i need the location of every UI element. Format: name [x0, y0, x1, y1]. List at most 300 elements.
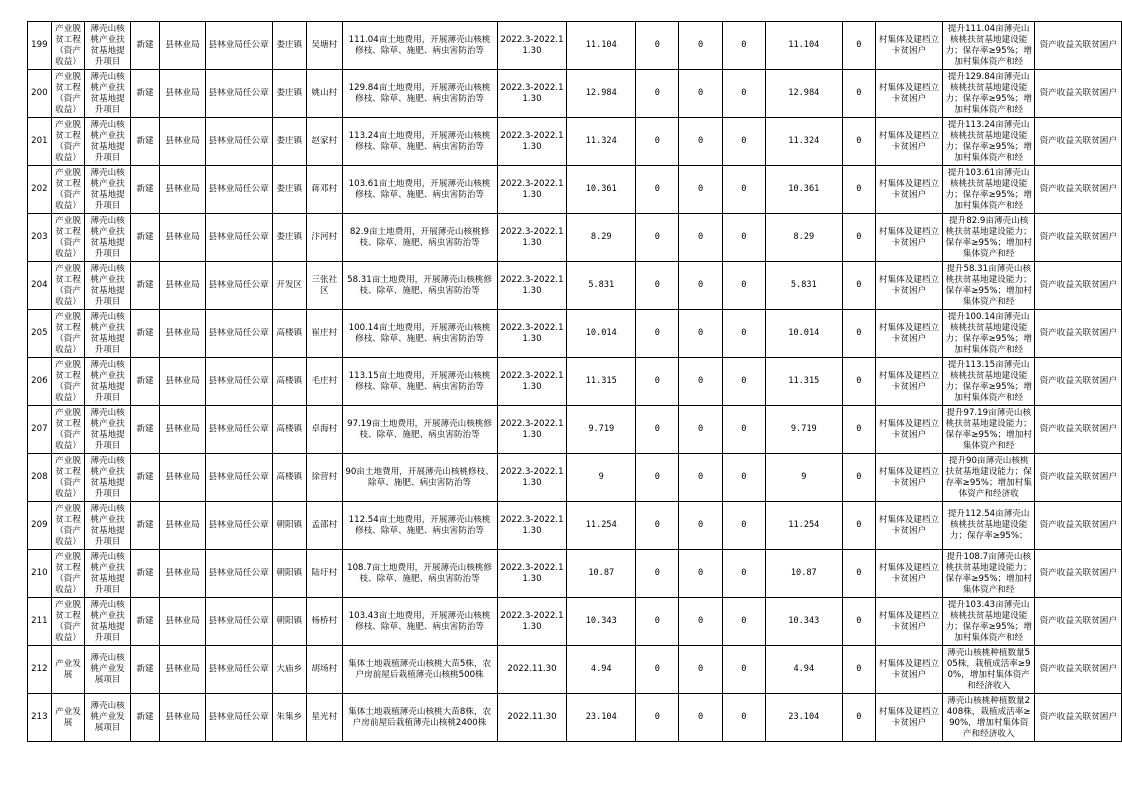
benefit-mode-text: 资产收益关联贫困户: [1039, 568, 1117, 578]
town-cell: [272, 694, 307, 742]
fund-column-4-cell: [765, 214, 842, 262]
project-name-cell: [85, 166, 130, 214]
fund-column-4-cell: [765, 454, 842, 502]
period-text: 2022.3-2022.11.30: [500, 562, 564, 584]
beneficiary-cell: [876, 646, 943, 694]
construction-content-cell: [342, 118, 497, 166]
fund-column-4-cell: [765, 358, 842, 406]
row-number-cell: [28, 166, 52, 214]
total-funds-cell: [567, 118, 636, 166]
construction-type-text: 新建: [136, 328, 154, 338]
village-cell: [307, 694, 343, 742]
performance-target-text: 提升100.14亩薄壳山核桃扶贫基地建设能力；保存率≥95%；增加村集体资产和经: [945, 311, 1032, 355]
project-name-cell: [85, 550, 130, 598]
fund-column-2-cell: [679, 598, 722, 646]
village-text: 吴塘村: [311, 40, 338, 50]
town-cell: [272, 646, 307, 694]
beneficiary-text: 村集体及建档立卡贫困户: [878, 82, 940, 104]
construction-content-text: 103.61亩土地费用，开展薄壳山核桃修枝、除草、施肥、病虫害防治等: [348, 178, 491, 200]
benefit-mode-cell: [1035, 598, 1122, 646]
fund-column-4-text: 11.104: [788, 40, 820, 50]
department-cell: [160, 214, 205, 262]
construction-type-text: 新建: [136, 520, 154, 530]
fund-column-1-cell: [636, 262, 679, 310]
fund-column-3-text: 0: [741, 616, 747, 626]
fund-column-2-cell: [679, 262, 722, 310]
row-number-cell: [28, 550, 52, 598]
row-number-text: 213: [31, 712, 48, 722]
total-funds-text: 9: [598, 472, 604, 482]
performance-target-text: 提升90亩薄壳山核桃扶贫基地建设能力；保存率≥95%；增加村集体资产和经济收: [945, 455, 1032, 499]
construction-type-text: 新建: [136, 136, 154, 146]
construction-type-cell: [130, 502, 160, 550]
fund-column-3-cell: [722, 118, 765, 166]
department-cell: [160, 646, 205, 694]
project-name-text: 薄壳山核桃产业扶贫基地提升项目: [90, 215, 125, 259]
total-funds-cell: [567, 262, 636, 310]
department-text: 县林业局: [165, 520, 200, 530]
category-text: 产业脱贫工程（资产收益）: [55, 551, 81, 595]
row-number-cell: [28, 310, 52, 358]
benefit-mode-cell: [1035, 502, 1122, 550]
table-row: [28, 166, 1122, 214]
table-row: [28, 694, 1122, 742]
row-number-text: 209: [31, 520, 48, 530]
period-cell: [497, 454, 567, 502]
benefit-mode-text: 资产收益关联贫困户: [1039, 88, 1117, 98]
construction-content-text: 113.24亩土地费用，开展薄壳山核桃修枝、除草、施肥、病虫害防治等: [348, 130, 491, 152]
construction-type-cell: [130, 694, 160, 742]
town-cell: [272, 118, 307, 166]
category-text: 产业脱贫工程（资产收益）: [55, 263, 81, 307]
fund-column-4-cell: [765, 118, 842, 166]
row-number-cell: [28, 454, 52, 502]
fund-column-2-text: 0: [697, 472, 704, 482]
department-cell: [160, 118, 205, 166]
fund-column-5-text: 0: [856, 520, 862, 530]
fund-column-2-cell: [679, 22, 722, 70]
project-name-cell: [85, 406, 130, 454]
fund-column-5-cell: [842, 646, 875, 694]
department-text: 县林业局: [165, 376, 200, 386]
row-number-cell: [28, 358, 52, 406]
fund-column-2-cell: [679, 694, 722, 742]
fund-column-3-cell: [722, 646, 765, 694]
beneficiary-cell: [876, 118, 943, 166]
fund-column-5-text: 0: [856, 568, 862, 578]
fund-column-2-text: 0: [697, 712, 704, 722]
performance-target-cell: [942, 646, 1035, 694]
responsible-person-text: 县林业局任公章: [208, 472, 269, 482]
performance-target-cell: [942, 22, 1035, 70]
fund-column-2-text: 0: [697, 568, 704, 578]
construction-type-cell: [130, 70, 160, 118]
table-row: [28, 454, 1122, 502]
total-funds-cell: [567, 22, 636, 70]
fund-column-1-cell: [636, 598, 679, 646]
period-cell: [497, 214, 567, 262]
fund-column-5-cell: [842, 310, 875, 358]
table-row: [28, 406, 1122, 454]
benefit-mode-text: 资产收益关联贫困户: [1039, 328, 1117, 338]
category-text: 产业脱贫工程（资产收益）: [55, 119, 81, 163]
beneficiary-cell: [876, 310, 943, 358]
village-cell: [307, 118, 343, 166]
fund-column-5-cell: [842, 454, 875, 502]
town-text: 高楼镇: [276, 376, 303, 386]
project-name-cell: [85, 262, 130, 310]
category-text: 产业脱贫工程（资产收益）: [55, 311, 81, 355]
town-cell: [272, 166, 307, 214]
fund-column-3-cell: [722, 358, 765, 406]
project-name-text: 薄壳山核桃产业发展项目: [90, 653, 125, 685]
construction-content-text: 97.19亩土地费用，开展薄壳山核桃修枝、除草、施肥、病虫害防治等: [347, 418, 493, 440]
village-cell: [307, 262, 343, 310]
department-cell: [160, 406, 205, 454]
town-cell: [272, 310, 307, 358]
fund-column-5-cell: [842, 70, 875, 118]
fund-column-3-cell: [722, 598, 765, 646]
category-cell: [51, 118, 85, 166]
construction-content-text: 113.15亩土地费用，开展薄壳山核桃修枝、除草、施肥、病虫害防治等: [348, 370, 491, 392]
fund-column-1-cell: [636, 22, 679, 70]
department-cell: [160, 598, 205, 646]
performance-target-cell: [942, 550, 1035, 598]
fund-column-2-text: 0: [697, 136, 704, 146]
department-cell: [160, 694, 205, 742]
project-name-text: 薄壳山核桃产业扶贫基地提升项目: [90, 359, 125, 403]
project-name-text: 薄壳山核桃产业扶贫基地提升项目: [90, 71, 125, 115]
period-text: 2022.3-2022.11.30: [500, 322, 564, 344]
benefit-mode-text: 资产收益关联贫困户: [1039, 136, 1117, 146]
total-funds-cell: [567, 502, 636, 550]
total-funds-cell: [567, 358, 636, 406]
category-cell: [51, 22, 85, 70]
project-name-text: 薄壳山核桃产业扶贫基地提升项目: [90, 119, 125, 163]
town-cell: [272, 358, 307, 406]
fund-column-1-text: 0: [654, 472, 660, 482]
department-text: 县林业局: [165, 280, 200, 290]
fund-column-3-cell: [722, 502, 765, 550]
category-cell: [51, 502, 85, 550]
total-funds-cell: [567, 214, 636, 262]
village-text: 胡场村: [311, 664, 338, 674]
benefit-mode-cell: [1035, 694, 1122, 742]
fund-column-4-cell: [765, 70, 842, 118]
fund-column-4-cell: [765, 694, 842, 742]
responsible-person-text: 县林业局任公章: [208, 712, 269, 722]
fund-column-1-text: 0: [654, 616, 660, 626]
performance-target-cell: [942, 502, 1035, 550]
table-row: [28, 262, 1122, 310]
fund-column-3-cell: [722, 214, 765, 262]
category-cell: [51, 598, 85, 646]
construction-content-text: 108.7亩土地费用，开展薄壳山核桃修枝、除草、施肥、病虫害防治等: [347, 562, 493, 584]
department-text: 县林业局: [165, 184, 200, 194]
table-row: [28, 502, 1122, 550]
benefit-mode-cell: [1035, 262, 1122, 310]
row-number-text: 205: [31, 328, 48, 338]
responsible-person-cell: [205, 310, 272, 358]
department-text: 县林业局: [165, 328, 200, 338]
town-text: 娄庄镇: [276, 136, 303, 146]
fund-column-1-text: 0: [654, 88, 660, 98]
construction-type-text: 新建: [136, 184, 154, 194]
department-cell: [160, 22, 205, 70]
village-cell: [307, 310, 343, 358]
fund-column-3-text: 0: [741, 136, 747, 146]
row-number-text: 206: [31, 376, 48, 386]
benefit-mode-cell: [1035, 454, 1122, 502]
fund-column-1-text: 0: [654, 424, 660, 434]
construction-content-cell: [342, 454, 497, 502]
period-text: 2022.3-2022.11.30: [500, 466, 564, 488]
total-funds-text: 10.87: [588, 568, 615, 578]
fund-column-3-text: 0: [741, 184, 747, 194]
department-text: 县林业局: [165, 616, 200, 626]
construction-content-cell: [342, 310, 497, 358]
construction-content-cell: [342, 358, 497, 406]
project-name-cell: [85, 310, 130, 358]
fund-column-1-cell: [636, 118, 679, 166]
fund-column-2-cell: [679, 214, 722, 262]
period-text: 2022.3-2022.11.30: [500, 226, 564, 248]
beneficiary-cell: [876, 22, 943, 70]
town-text: 高楼镇: [276, 424, 303, 434]
department-cell: [160, 502, 205, 550]
total-funds-text: 10.014: [585, 328, 617, 338]
fund-column-5-text: 0: [856, 424, 862, 434]
fund-column-2-text: 0: [697, 40, 704, 50]
construction-content-cell: [342, 694, 497, 742]
fund-column-5-text: 0: [856, 40, 862, 50]
total-funds-cell: [567, 694, 636, 742]
row-number-text: 208: [31, 472, 48, 482]
category-text: 产业脱贫工程（资产收益）: [55, 455, 81, 499]
period-cell: [497, 262, 567, 310]
performance-target-cell: [942, 310, 1035, 358]
construction-content-text: 112.54亩土地费用，开展薄壳山核桃修枝、除草、施肥、病虫害防治等: [348, 514, 491, 536]
row-number-text: 204: [31, 280, 48, 290]
benefit-mode-cell: [1035, 646, 1122, 694]
fund-column-1-text: 0: [654, 568, 660, 578]
village-cell: [307, 358, 343, 406]
total-funds-cell: [567, 646, 636, 694]
fund-column-2-text: 0: [697, 280, 704, 290]
period-text: 2022.3-2022.11.30: [500, 82, 564, 104]
beneficiary-text: 村集体及建档立卡贫困户: [878, 130, 940, 152]
project-name-cell: [85, 214, 130, 262]
village-text: 孟邵村: [311, 520, 338, 530]
fund-column-4-text: 12.984: [788, 88, 820, 98]
category-text: 产业脱贫工程（资产收益）: [55, 407, 81, 451]
total-funds-text: 4.94: [590, 664, 612, 674]
department-text: 县林业局: [165, 472, 200, 482]
performance-target-cell: [942, 262, 1035, 310]
period-cell: [497, 598, 567, 646]
category-cell: [51, 70, 85, 118]
period-text: 2022.3-2022.11.30: [500, 274, 564, 296]
period-cell: [497, 118, 567, 166]
responsible-person-cell: [205, 646, 272, 694]
period-cell: [497, 22, 567, 70]
town-cell: [272, 70, 307, 118]
fund-column-1-cell: [636, 406, 679, 454]
construction-content-text: 103.43亩土地费用，开展薄壳山核桃修枝、除草、施肥、病虫害防治等: [348, 610, 491, 632]
construction-type-text: 新建: [136, 424, 154, 434]
total-funds-cell: [567, 70, 636, 118]
town-text: 娄庄镇: [276, 88, 303, 98]
beneficiary-text: 村集体及建档立卡贫困户: [878, 226, 940, 248]
construction-content-cell: [342, 22, 497, 70]
fund-column-3-cell: [722, 166, 765, 214]
total-funds-cell: [567, 454, 636, 502]
construction-content-cell: [342, 646, 497, 694]
fund-column-4-cell: [765, 406, 842, 454]
fund-column-1-cell: [636, 694, 679, 742]
department-cell: [160, 262, 205, 310]
town-text: 娄庄镇: [276, 232, 303, 242]
fund-column-5-cell: [842, 214, 875, 262]
performance-target-text: 提升58.31亩薄壳山核桃扶贫基地建设能力；保存率≥95%；增加村集体资产和经: [945, 263, 1032, 307]
responsible-person-text: 县林业局任公章: [208, 616, 269, 626]
beneficiary-text: 村集体及建档立卡贫困户: [878, 610, 940, 632]
project-name-text: 薄壳山核桃产业扶贫基地提升项目: [90, 551, 125, 595]
construction-type-text: 新建: [136, 376, 154, 386]
responsible-person-cell: [205, 406, 272, 454]
total-funds-cell: [567, 310, 636, 358]
category-text: 产业脱贫工程（资产收益）: [55, 503, 81, 547]
construction-type-text: 新建: [136, 712, 154, 722]
town-cell: [272, 22, 307, 70]
table-row: [28, 550, 1122, 598]
project-name-text: 薄壳山核桃产业扶贫基地提升项目: [90, 23, 125, 67]
department-text: 县林业局: [165, 136, 200, 146]
fund-column-4-text: 10.343: [788, 616, 820, 626]
fund-column-1-text: 0: [654, 136, 660, 146]
fund-column-5-text: 0: [856, 232, 862, 242]
period-text: 2022.3-2022.11.30: [500, 370, 564, 392]
responsible-person-text: 县林业局任公章: [208, 40, 269, 50]
fund-column-5-cell: [842, 118, 875, 166]
performance-target-cell: [942, 70, 1035, 118]
category-cell: [51, 406, 85, 454]
period-cell: [497, 550, 567, 598]
fund-column-2-text: 0: [697, 616, 704, 626]
construction-content-text: 集体土地栽植薄壳山核桃大苗5株，农户房前屋后栽植薄壳山核桃500株: [348, 658, 492, 680]
fund-column-2-cell: [679, 502, 722, 550]
period-text: 2022.3-2022.11.30: [500, 514, 564, 536]
fund-column-4-text: 11.324: [788, 136, 820, 146]
construction-type-cell: [130, 22, 160, 70]
fund-column-2-cell: [679, 550, 722, 598]
benefit-mode-cell: [1035, 550, 1122, 598]
benefit-mode-text: 资产收益关联贫困户: [1039, 184, 1117, 194]
fund-column-3-text: 0: [741, 280, 747, 290]
performance-target-text: 薄壳山核桃种植数量2408株，栽植成活率≥90%，增加村集体资产和经济收入: [946, 695, 1031, 739]
village-text: 蒋邓村: [311, 184, 338, 194]
fund-column-4-text: 10.87: [790, 568, 817, 578]
project-name-text: 薄壳山核桃产业发展项目: [90, 701, 125, 733]
town-cell: [272, 502, 307, 550]
table-row: [28, 358, 1122, 406]
total-funds-text: 23.104: [585, 712, 617, 722]
project-name-cell: [85, 70, 130, 118]
village-text: 崔庄村: [311, 328, 338, 338]
category-cell: [51, 550, 85, 598]
fund-column-4-text: 8.29: [793, 232, 815, 242]
fund-column-1-text: 0: [654, 664, 660, 674]
village-cell: [307, 166, 343, 214]
fund-column-3-cell: [722, 70, 765, 118]
village-text: 星光村: [311, 712, 338, 722]
row-number-text: 203: [31, 232, 48, 242]
fund-column-4-cell: [765, 22, 842, 70]
row-number-cell: [28, 70, 52, 118]
fund-column-4-cell: [765, 598, 842, 646]
performance-target-text: 提升113.15亩薄壳山核桃扶贫基地建设能力；保存率≥95%；增加村集体资产和经: [945, 359, 1032, 403]
benefit-mode-text: 资产收益关联贫困户: [1039, 616, 1117, 626]
department-cell: [160, 550, 205, 598]
construction-type-cell: [130, 358, 160, 406]
performance-target-cell: [942, 214, 1035, 262]
fund-column-4-text: 9.719: [790, 424, 817, 434]
town-text: 朱集乡: [276, 712, 303, 722]
fund-column-5-text: 0: [856, 88, 862, 98]
fund-column-4-text: 5.831: [790, 280, 817, 290]
fund-column-5-text: 0: [856, 328, 862, 338]
fund-column-1-text: 0: [654, 280, 660, 290]
fund-column-3-cell: [722, 454, 765, 502]
construction-content-text: 100.14亩土地费用，开展薄壳山核桃修枝、除草、施肥、病虫害防治等: [348, 322, 491, 344]
beneficiary-text: 村集体及建档立卡贫困户: [878, 370, 940, 392]
responsible-person-text: 县林业局任公章: [208, 232, 269, 242]
department-cell: [160, 454, 205, 502]
construction-content-text: 58.31亩土地费用，开展薄壳山核桃修枝、除草、施肥、病虫害防治等: [347, 274, 493, 296]
fund-column-1-text: 0: [654, 712, 660, 722]
responsible-person-cell: [205, 166, 272, 214]
fund-column-4-cell: [765, 166, 842, 214]
fund-column-2-cell: [679, 310, 722, 358]
category-cell: [51, 214, 85, 262]
project-name-text: 薄壳山核桃产业扶贫基地提升项目: [90, 599, 125, 643]
construction-type-cell: [130, 454, 160, 502]
total-funds-text: 12.984: [585, 88, 617, 98]
town-cell: [272, 550, 307, 598]
fund-column-1-text: 0: [654, 520, 660, 530]
fund-column-5-cell: [842, 358, 875, 406]
project-name-cell: [85, 646, 130, 694]
village-cell: [307, 550, 343, 598]
fund-column-2-text: 0: [697, 520, 704, 530]
beneficiary-cell: [876, 454, 943, 502]
performance-target-cell: [942, 166, 1035, 214]
department-text: 县林业局: [165, 88, 200, 98]
fund-column-5-cell: [842, 598, 875, 646]
department-text: 县林业局: [165, 424, 200, 434]
performance-target-text: 提升82.9亩薄壳山核桃扶贫基地建设能力；保存率≥95%；增加村集体资产和经: [945, 215, 1032, 259]
row-number-cell: [28, 502, 52, 550]
performance-target-text: 提升113.24亩薄壳山核桃扶贫基地建设能力；保存率≥95%；增加村集体资产和经: [945, 119, 1032, 163]
project-name-cell: [85, 22, 130, 70]
construction-content-text: 集体土地栽植薄壳山核桃大苗8株，农户房前屋后栽植薄壳山核桃2400株: [348, 706, 492, 728]
town-text: 娄庄镇: [276, 40, 303, 50]
fund-column-3-cell: [722, 550, 765, 598]
fund-column-5-text: 0: [856, 280, 862, 290]
department-text: 县林业局: [165, 40, 200, 50]
department-text: 县林业局: [165, 568, 200, 578]
row-number-cell: [28, 118, 52, 166]
